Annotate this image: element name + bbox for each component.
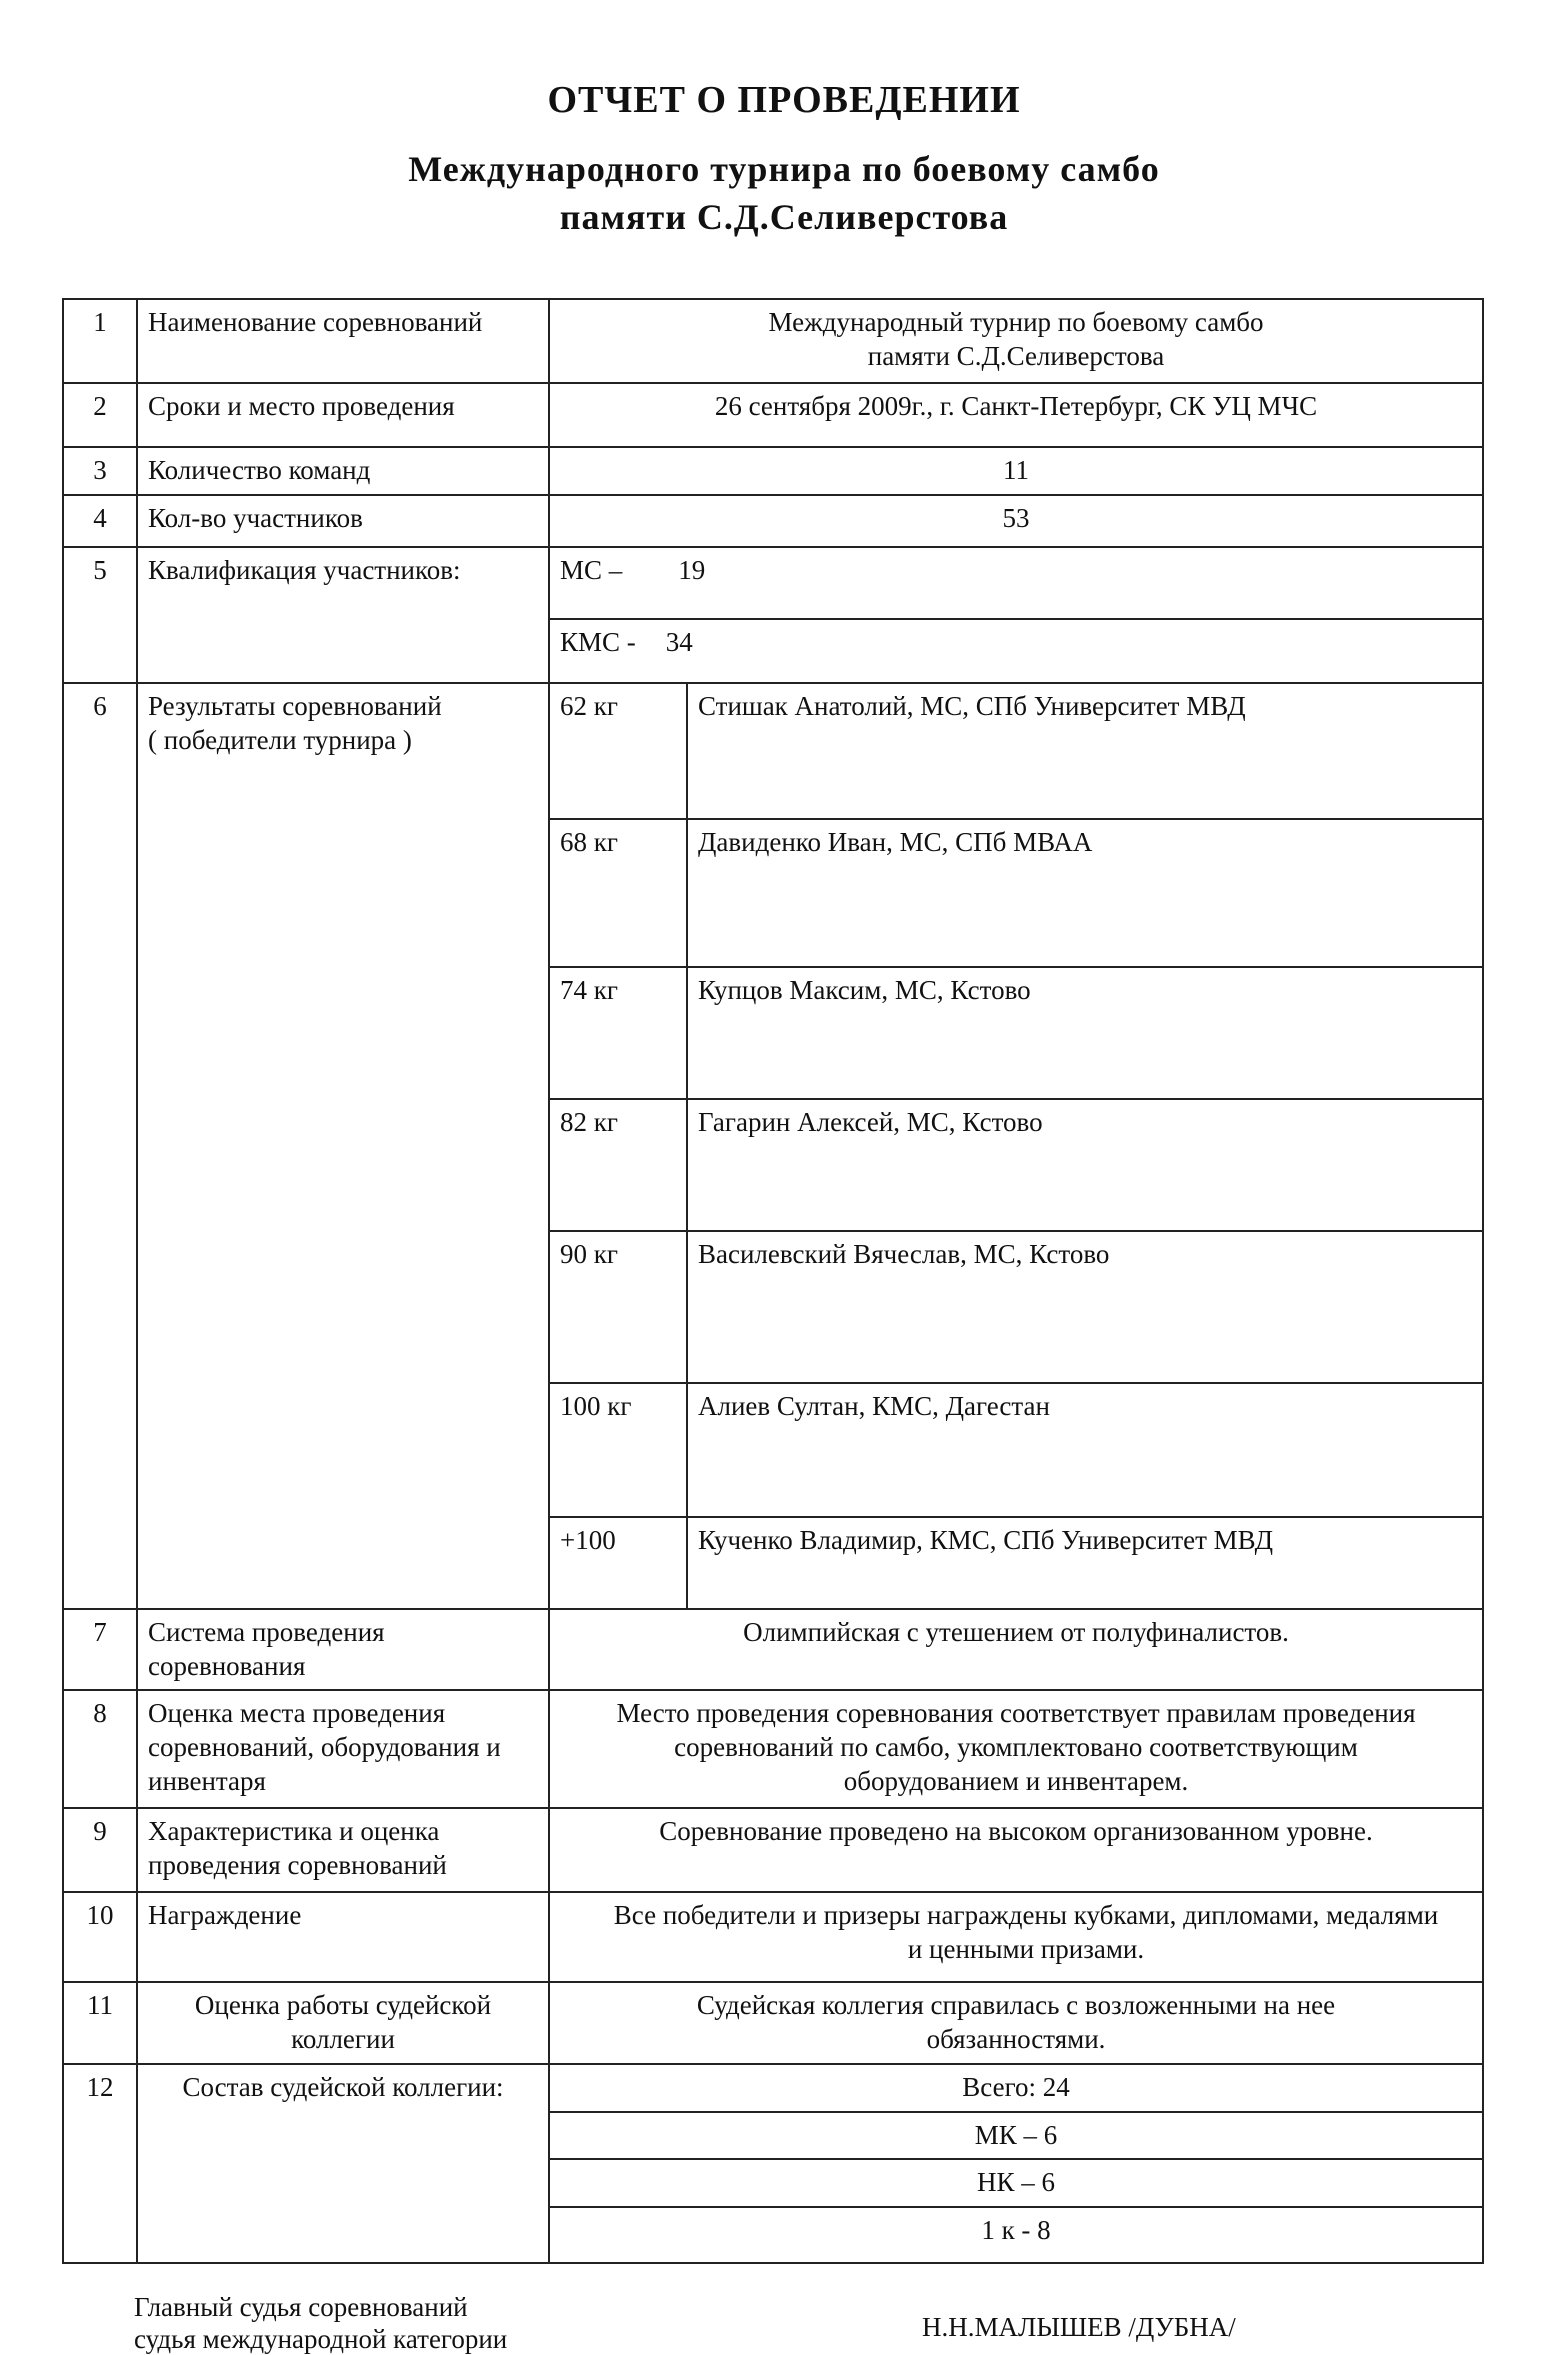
winner-name: Василевский Вячеслав, МС, Кстово bbox=[687, 1231, 1483, 1383]
row-label: Характеристика и оценка проведения соревнований bbox=[137, 1808, 549, 1892]
judges-total: Всего: 24 bbox=[549, 2064, 1483, 2112]
ms-value: 19 bbox=[678, 554, 706, 585]
row-number: 4 bbox=[63, 495, 137, 547]
row-value: Соревнование проведено на высоком организованном уровне. bbox=[549, 1808, 1483, 1892]
table-row bbox=[63, 1892, 1483, 1982]
footer-signature: Н.Н.МАЛЫШЕВ /ДУБНА/ bbox=[922, 2312, 1236, 2342]
row-value: Олимпийская с утешением от полуфиналистов. bbox=[549, 1609, 1483, 1691]
row-number: 10 bbox=[63, 1892, 137, 1982]
kms-value: 34 bbox=[665, 626, 693, 657]
table-row bbox=[63, 1609, 1483, 1691]
table-row bbox=[63, 495, 1483, 547]
ms-label: МС – bbox=[560, 554, 623, 585]
table-row bbox=[63, 383, 1483, 447]
row-value: 11 bbox=[549, 447, 1483, 495]
label-line: ( победители турнира ) bbox=[148, 724, 412, 755]
table-row bbox=[63, 2064, 1483, 2112]
weight-class: 100 кг bbox=[549, 1383, 687, 1517]
row-value: Судейская коллегия справилась с возложенными на нее обязанностями. bbox=[549, 1982, 1483, 2064]
winner-name: Купцов Максим, МС, Кстово bbox=[687, 967, 1483, 1099]
value-line: Международный турнир по боевому самбо bbox=[768, 307, 1264, 337]
weight-class: 82 кг bbox=[549, 1099, 687, 1231]
row-label: Система проведения соревнования bbox=[137, 1609, 549, 1691]
weight-class: 68 кг bbox=[549, 819, 687, 967]
weight-class: 90 кг bbox=[549, 1231, 687, 1383]
row-label: Наименование соревнований bbox=[137, 299, 549, 383]
judges-1k: 1 к - 8 bbox=[549, 2207, 1483, 2263]
row-value: 53 bbox=[549, 495, 1483, 547]
row-number: 11 bbox=[63, 1982, 137, 2064]
row-label: Состав судейской коллегии: bbox=[137, 2064, 549, 2263]
winner-name: Алиев Султан, КМС, Дагестан bbox=[687, 1383, 1483, 1517]
row-label: Оценка места проведения соревнований, оборудования и инвентаря bbox=[137, 1690, 549, 1808]
row-number: 6 bbox=[63, 683, 137, 1609]
judges-mk: МК – 6 bbox=[549, 2112, 1483, 2160]
row-number: 3 bbox=[63, 447, 137, 495]
report-subtitle-1: Международного турнира по боевому самбо bbox=[408, 149, 1160, 189]
row-value bbox=[549, 299, 1483, 383]
footer-judge-category: судья международной категории bbox=[134, 2324, 508, 2354]
row-label: Награждение bbox=[137, 1892, 549, 1982]
judges-nk: НК – 6 bbox=[549, 2159, 1483, 2207]
kms-label: КМС - bbox=[560, 626, 636, 657]
qualification-kms bbox=[549, 619, 1483, 683]
row-value: Все победители и призеры награждены кубками, дипломами, медалями и ценными призами. bbox=[549, 1892, 1483, 1982]
row-value: 26 сентября 2009г., г. Санкт-Петербург, СК УЦ МЧС bbox=[549, 383, 1483, 447]
table-row bbox=[63, 1808, 1483, 1892]
row-value: Место проведения соревнования соответствует правилам проведения соревнований по самбо, укомплектовано соответствующим оборудованием и инвентарем. bbox=[549, 1690, 1483, 1808]
winner-name: Стишак Анатолий, МС, СПб Университет МВД bbox=[687, 683, 1483, 819]
report-table bbox=[62, 298, 1484, 2264]
winner-name: Гагарин Алексей, МС, Кстово bbox=[687, 1099, 1483, 1231]
row-label: Кол-во участников bbox=[137, 495, 549, 547]
row-label: Количество команд bbox=[137, 447, 549, 495]
row-number: 5 bbox=[63, 547, 137, 683]
report-title: ОТЧЕТ О ПРОВЕДЕНИИ bbox=[547, 79, 1021, 121]
weight-class: 62 кг bbox=[549, 683, 687, 819]
weight-class: +100 bbox=[549, 1517, 687, 1609]
table-row bbox=[63, 1982, 1483, 2064]
row-number: 9 bbox=[63, 1808, 137, 1892]
report-subtitle-2: памяти С.Д.Селиверстова bbox=[559, 197, 1009, 237]
row-number: 2 bbox=[63, 383, 137, 447]
table-row bbox=[63, 547, 1483, 619]
row-number: 8 bbox=[63, 1690, 137, 1808]
value-line: памяти С.Д.Селиверстова bbox=[867, 340, 1165, 371]
qualification-ms bbox=[549, 547, 1483, 619]
table-row bbox=[63, 683, 1483, 819]
row-label: Квалификация участников: bbox=[137, 547, 549, 683]
row-label: Сроки и место проведения bbox=[137, 383, 549, 447]
weight-class: 74 кг bbox=[549, 967, 687, 1099]
row-number: 12 bbox=[63, 2064, 137, 2263]
label-line: Результаты соревнований bbox=[148, 690, 442, 721]
winner-name: Давиденко Иван, МС, СПб МВАА bbox=[687, 819, 1483, 967]
table-row bbox=[63, 299, 1483, 383]
winner-name: Кученко Владимир, КМС, СПб Университет МВД bbox=[687, 1517, 1483, 1609]
row-label: Оценка работы судейской коллегии bbox=[137, 1982, 549, 2064]
table-row bbox=[63, 447, 1483, 495]
table-row bbox=[63, 1690, 1483, 1808]
row-number: 7 bbox=[63, 1609, 137, 1691]
footer-chief-judge: Главный судья соревнований bbox=[134, 2292, 468, 2322]
row-number: 1 bbox=[63, 299, 137, 383]
row-label bbox=[137, 683, 549, 1609]
